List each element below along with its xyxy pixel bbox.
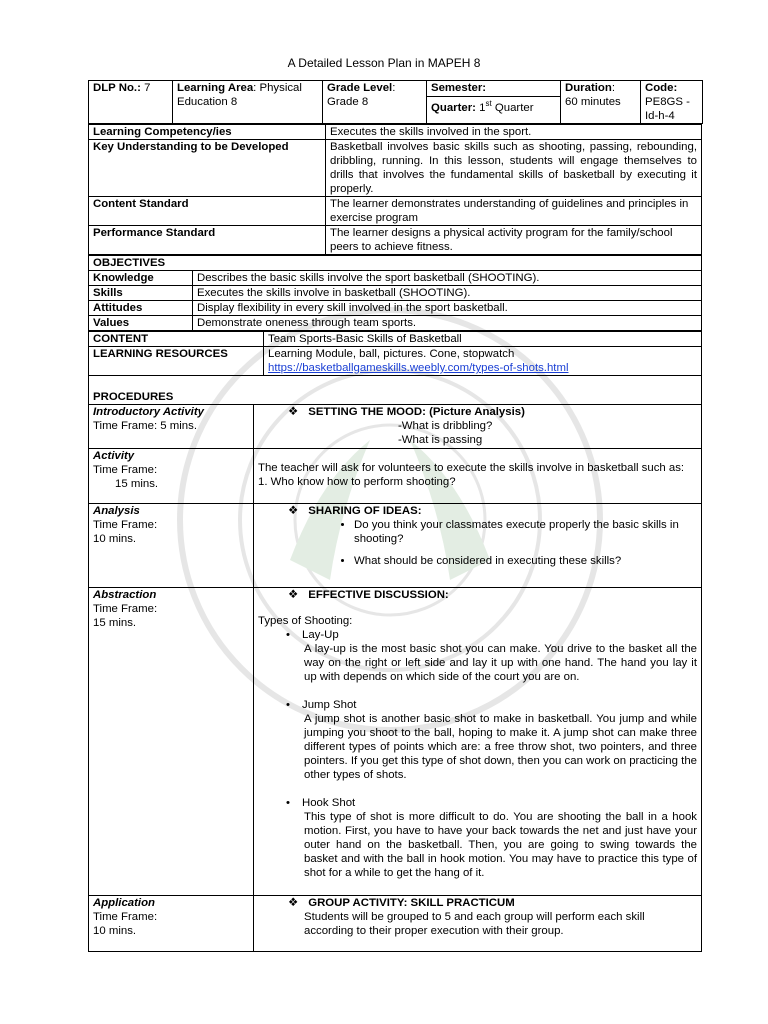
content-standard-value: The learner demonstrates understanding of guidelines and principles in exercise program <box>326 197 702 226</box>
group-activity-heading: ❖ GROUP ACTIVITY: SKILL PRACTICUM <box>258 896 697 910</box>
abstraction-content-cell <box>254 587 702 895</box>
performance-standard-label: Performance Standard <box>89 226 326 255</box>
skills-label: Skills <box>89 286 193 301</box>
shot-item-jump-shot: • Jump Shot A jump shot is another basic shot to make in basketball. You jump and while jumping you shoot to the ball, hoping to make it. A jump shot can make three different types of points which are: a free throw shot, two pointers, and three pointers. If you get this type of shot down, then you can work on practicing the other types of shots. <box>304 698 697 782</box>
procedures-table <box>88 390 702 952</box>
shot-item-layup: • Lay-Up A lay-up is the most basic shot you can make. You drive to the basket all the way on the right or left side and lay it up with one hand. The hand you lay it up with depends on which side of the court you are on. <box>304 628 697 684</box>
content-standard-label: Content Standard <box>89 197 326 226</box>
learning-area-cell: Learning Area: Physical Education 8 <box>173 81 323 124</box>
key-understanding-value: Basketball involves basic skills such as shooting, passing, rebounding, dribbling, running. In this lesson, students will engage themselves to drills that involves the fundamental skills of basketball by executing it properly. <box>326 140 702 197</box>
standards-table <box>88 124 702 255</box>
grade-level-cell: Grade Level: Grade 8 <box>323 81 427 124</box>
learning-resources-label: LEARNING RESOURCES <box>89 347 264 376</box>
application-content-cell: ❖ GROUP ACTIVITY: SKILL PRACTICUM Students will be grouped to 5 and each group will perform each skill according to their proper execution with their group. <box>254 895 702 951</box>
resources-text: Learning Module, ball, pictures. Cone, stopwatch <box>268 348 515 360</box>
activity-label-cell: Activity Time Frame: 15 mins. <box>89 448 254 503</box>
intro-content-cell: ❖ SETTING THE MOOD: (Picture Analysis) -What is dribbling? -What is passing <box>254 404 702 448</box>
analysis-question-2: • What should be considered in executing these skills? <box>354 554 697 568</box>
procedures-heading: PROCEDURES <box>89 390 702 405</box>
resources-link[interactable]: https://basketballgameskills.weebly.com/types-of-shots.html <box>268 362 569 374</box>
values-value: Demonstrate oneness through team sports. <box>193 316 702 331</box>
dlp-cell: DLP No.: 7 <box>89 81 173 124</box>
intro-label-cell: Introductory Activity Time Frame: 5 mins. <box>89 404 254 448</box>
lesson-plan-table <box>88 80 702 952</box>
skills-value: Executes the skills involve in basketball (SHOOTING). <box>193 286 702 301</box>
analysis-question-1: • Do you think your classmates execute properly the basic skills in shooting? <box>354 518 697 546</box>
types-of-shooting-label: Types of Shooting: <box>258 614 353 627</box>
sharing-ideas-heading: ❖ SHARING OF IDEAS: <box>258 504 697 518</box>
objectives-table <box>88 255 702 331</box>
knowledge-label: Knowledge <box>89 271 193 286</box>
quarter-cell: Quarter: 1st Quarter <box>427 97 561 124</box>
header-table <box>88 80 703 124</box>
code-cell: Code: PE8GS -Id-h-4 <box>641 81 703 124</box>
knowledge-value: Describes the basic skills involve the sport basketball (SHOOTING). <box>193 271 702 286</box>
competency-value: Executes the skills involved in the sport. <box>326 125 702 140</box>
document-title: A Detailed Lesson Plan in MAPEH 8 <box>287 56 481 70</box>
attitudes-value: Display flexibility in every skill involved in the sport basketball. <box>193 301 702 316</box>
learning-resources-value <box>264 347 702 376</box>
setting-mood-heading: ❖ SETTING THE MOOD: (Picture Analysis) <box>258 405 697 419</box>
duration-cell: Duration: 60 minutes <box>561 81 641 124</box>
activity-content-cell: The teacher will ask for volunteers to execute the skills involve in basketball such as: 1. Who know how to perform shooting? <box>254 448 702 503</box>
objectives-heading: OBJECTIVES <box>89 256 702 271</box>
content-value: Team Sports-Basic Skills of Basketball <box>264 332 702 347</box>
analysis-label-cell: Analysis Time Frame: 10 mins. <box>89 503 254 587</box>
effective-discussion-heading: ❖ EFFECTIVE DISCUSSION: <box>258 588 697 602</box>
semester-cell: Semester: <box>427 81 561 97</box>
content-table <box>88 331 702 390</box>
competency-label: Learning Competency/ies <box>89 125 326 140</box>
key-understanding-label: Key Understanding to be Developed <box>89 140 326 197</box>
attitudes-label: Attitudes <box>89 301 193 316</box>
analysis-content-cell <box>254 503 702 587</box>
performance-standard-value: The learner designs a physical activity program for the family/school peers to achieve fitness. <box>326 226 702 255</box>
shot-list <box>258 628 697 880</box>
abstraction-label-cell: Abstraction Time Frame: 15 mins. <box>89 587 254 895</box>
content-label: CONTENT <box>89 332 264 347</box>
values-label: Values <box>89 316 193 331</box>
shot-item-hook-shot: • Hook Shot This type of shot is more difficult to do. You are shooting the ball in a hook motion. First, you have to have your back towards the net and just have your outer hand on the basketball. Then, you are going to swing towards the basket and with the ball in hook motion. You may have to practice this type of shot for a while to get the hang of it. <box>304 796 697 880</box>
application-label-cell: Application Time Frame: 10 mins. <box>89 895 254 951</box>
